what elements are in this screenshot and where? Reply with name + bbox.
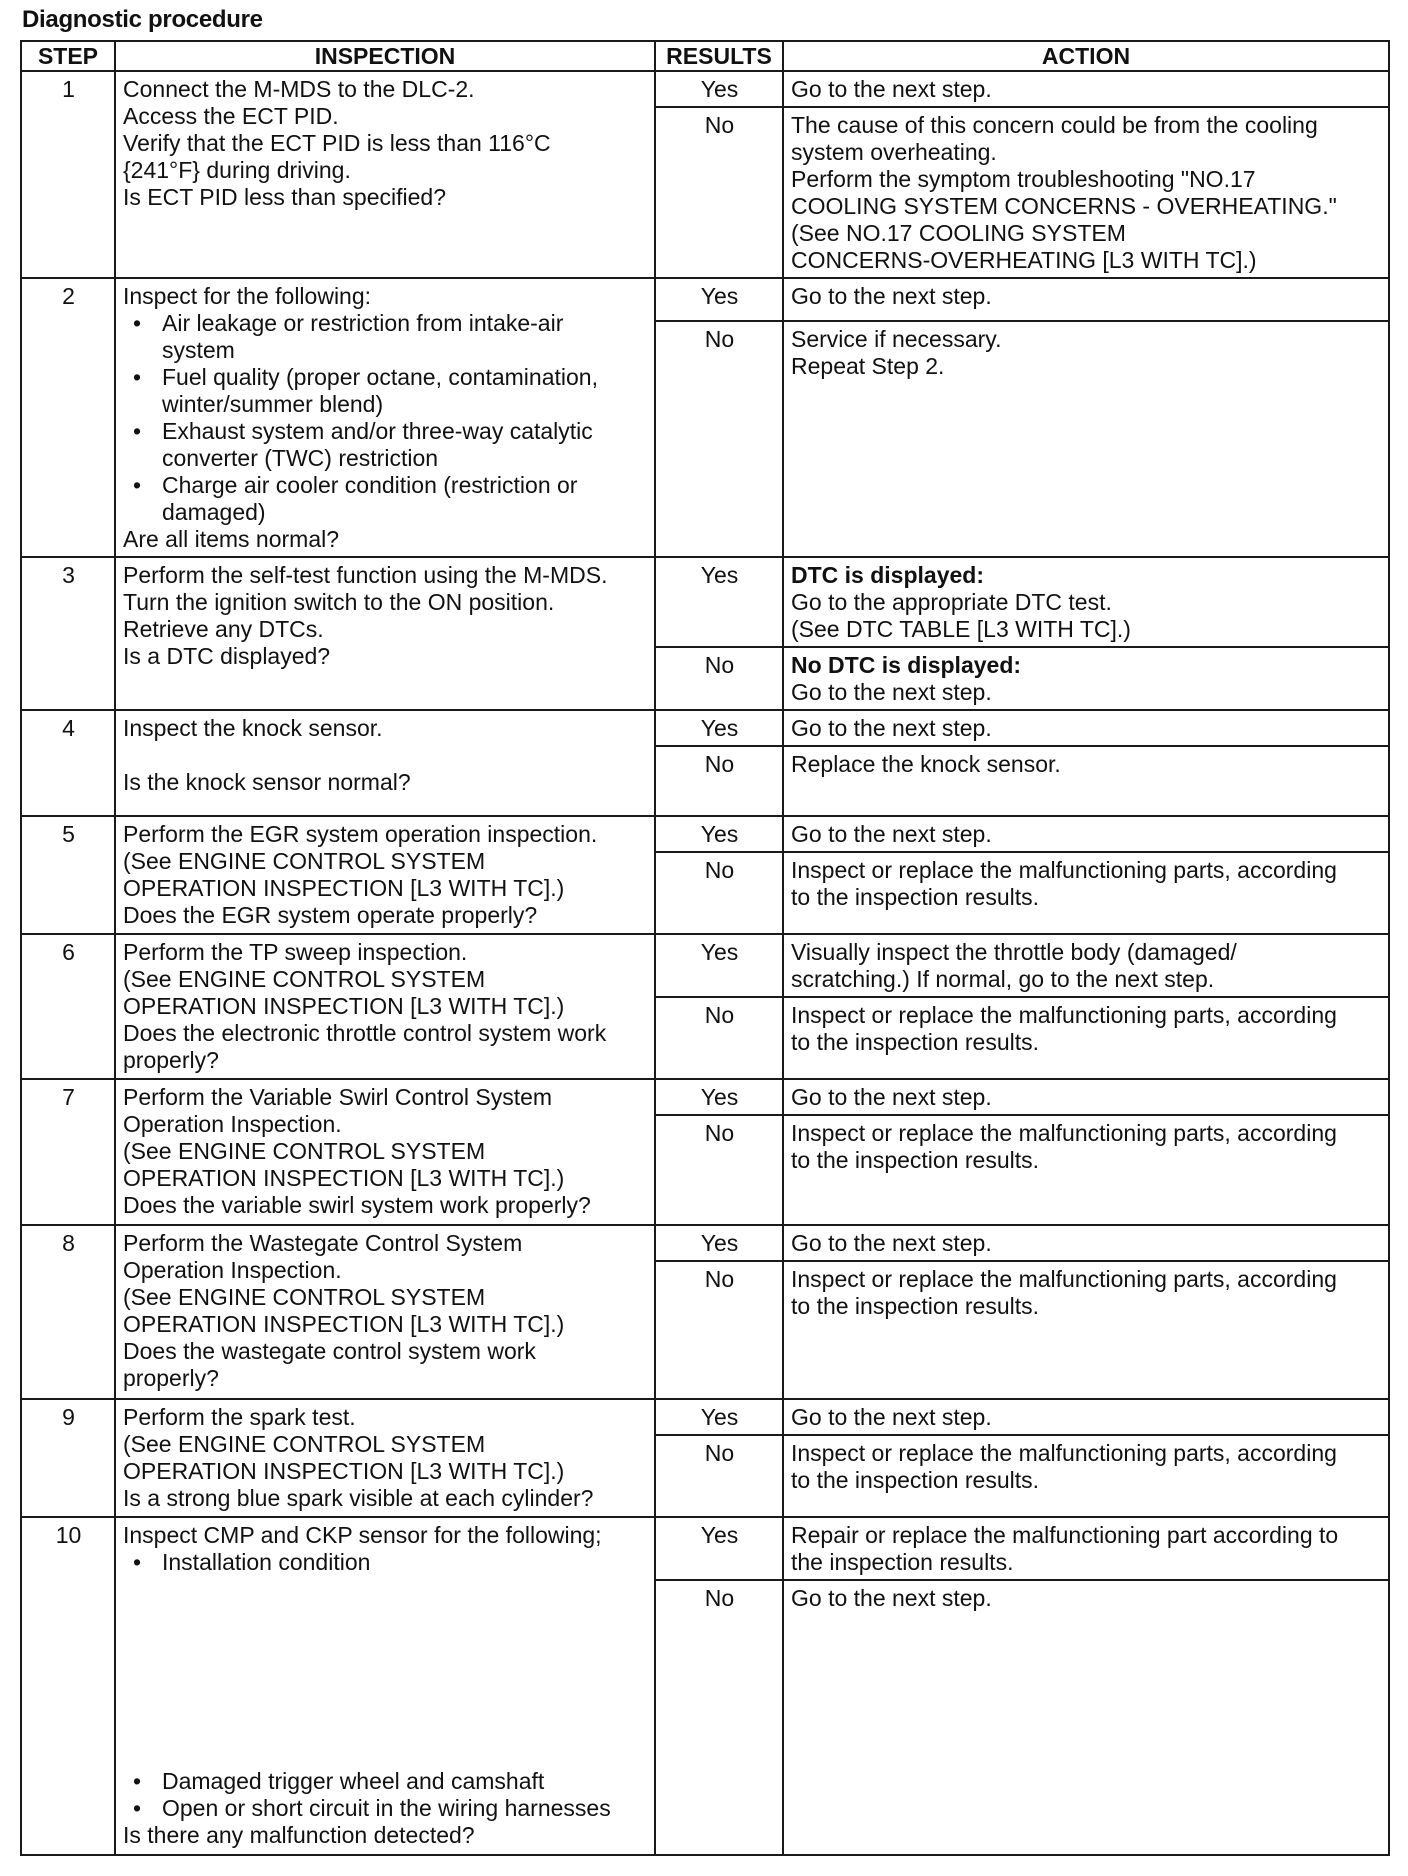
- action-line: Inspect or replace the malfunctioning parts, according: [791, 1002, 1337, 1028]
- step-number: 7: [21, 1079, 115, 1225]
- result-no: No: [655, 1580, 783, 1855]
- header-results: RESULTS: [655, 41, 783, 71]
- inspection-line: Access the ECT PID.: [123, 103, 339, 129]
- inspection-cell: [115, 816, 655, 934]
- bullet-line: winter/summer blend): [162, 391, 384, 417]
- table-row: [21, 1079, 1389, 1115]
- result-no: No: [655, 746, 783, 816]
- bullet-line: • Air leakage or restriction from intake-air: [162, 310, 564, 336]
- inspection-line: Perform the EGR system operation inspection.: [123, 821, 598, 847]
- action-line: Inspect or replace the malfunctioning parts, according: [791, 1120, 1337, 1146]
- inspection-line: OPERATION INSPECTION [L3 WITH TC].): [123, 1311, 565, 1337]
- inspection-line: Operation Inspection.: [123, 1257, 342, 1283]
- action-no: [783, 321, 1389, 557]
- action-yes: [783, 557, 1389, 647]
- inspection-line: (See ENGINE CONTROL SYSTEM: [123, 1138, 486, 1164]
- action-line: Go to the next step.: [791, 1084, 992, 1110]
- table-row: [21, 1517, 1389, 1580]
- bullet-line: • Charge air cooler condition (restriction or: [162, 472, 578, 498]
- step-number: 1: [21, 71, 115, 278]
- action-yes: [783, 278, 1389, 321]
- inspection-line: Is a strong blue spark visible at each cylinder?: [123, 1485, 594, 1511]
- bullet-line: damaged): [162, 499, 266, 525]
- list-item: [123, 1549, 648, 1576]
- action-no: [783, 1261, 1389, 1399]
- inspection-line: (See ENGINE CONTROL SYSTEM: [123, 1431, 486, 1457]
- result-yes: Yes: [655, 1517, 783, 1580]
- action-line: the inspection results.: [791, 1549, 1014, 1575]
- result-no: No: [655, 997, 783, 1079]
- action-line: Visually inspect the throttle body (damaged/: [791, 939, 1237, 965]
- action-line: Go to the next step.: [791, 1585, 992, 1611]
- inspection-cell: [115, 1399, 655, 1517]
- action-line: to the inspection results.: [791, 1147, 1040, 1173]
- action-line: Go to the next step.: [791, 679, 992, 705]
- inspection-line: Perform the Variable Swirl Control System: [123, 1084, 553, 1110]
- action-no: [783, 746, 1389, 816]
- table-row: [21, 71, 1389, 107]
- inspection-line: properly?: [123, 1365, 219, 1391]
- action-line: scratching.) If normal, go to the next step.: [791, 966, 1215, 992]
- result-yes: Yes: [655, 934, 783, 997]
- bullet-line: • Open or short circuit in the wiring harnesses: [162, 1795, 611, 1821]
- list-item: [123, 310, 648, 364]
- action-yes: [783, 1225, 1389, 1261]
- result-yes: Yes: [655, 557, 783, 647]
- result-no: No: [655, 1435, 783, 1517]
- inspection-line: properly?: [123, 1047, 219, 1073]
- step-number: 4: [21, 710, 115, 816]
- action-line: Perform the symptom troubleshooting "NO.17: [791, 166, 1256, 192]
- action-yes: [783, 1517, 1389, 1580]
- action-yes: [783, 710, 1389, 746]
- inspection-cell: [115, 1225, 655, 1399]
- step-number: 5: [21, 816, 115, 934]
- table-row: [21, 1225, 1389, 1261]
- action-yes: [783, 934, 1389, 997]
- inspection-bottom-block: [123, 1768, 648, 1849]
- action-line: to the inspection results.: [791, 884, 1040, 910]
- action-line: Go to the next step.: [791, 715, 992, 741]
- action-line: Go to the appropriate DTC test.: [791, 589, 1112, 615]
- action-yes: [783, 816, 1389, 852]
- action-title: DTC is displayed:: [791, 562, 984, 588]
- action-no: [783, 1115, 1389, 1225]
- inspection-cell: [115, 1517, 655, 1855]
- bullet-line: converter (TWC) restriction: [162, 445, 439, 471]
- result-yes: Yes: [655, 710, 783, 746]
- bullet-line: • Fuel quality (proper octane, contamination,: [162, 364, 598, 390]
- inspection-line: Does the wastegate control system work: [123, 1338, 536, 1364]
- action-line: Go to the next step.: [791, 821, 992, 847]
- inspection-line: Does the EGR system operate properly?: [123, 902, 538, 928]
- inspection-cell: [115, 557, 655, 710]
- list-item: [123, 418, 648, 472]
- inspection-line: Are all items normal?: [123, 526, 340, 552]
- action-line: Go to the next step.: [791, 1404, 992, 1430]
- action-line: CONCERNS-OVERHEATING [L3 WITH TC].): [791, 247, 1257, 273]
- action-title: No DTC is displayed:: [791, 652, 1022, 678]
- inspection-cell: [115, 71, 655, 278]
- spacer: [123, 742, 648, 769]
- table-row: [21, 557, 1389, 647]
- list-item: [123, 1768, 648, 1795]
- action-line: Go to the next step.: [791, 76, 992, 102]
- action-line: Repair or replace the malfunctioning part according to: [791, 1522, 1339, 1548]
- action-line: Go to the next step.: [791, 1230, 992, 1256]
- inspection-line: Inspect CMP and CKP sensor for the following;: [123, 1522, 602, 1548]
- inspection-line: Is ECT PID less than specified?: [123, 184, 446, 210]
- result-yes: Yes: [655, 71, 783, 107]
- inspection-line: Inspect the knock sensor.: [123, 715, 383, 741]
- list-item: [123, 472, 648, 526]
- table-row: [21, 816, 1389, 852]
- action-line: Inspect or replace the malfunctioning parts, according: [791, 1440, 1337, 1466]
- table-row: [21, 710, 1389, 746]
- list-item: [123, 1795, 648, 1822]
- action-line: (See NO.17 COOLING SYSTEM: [791, 220, 1126, 246]
- bullet-line: • Installation condition: [162, 1549, 371, 1575]
- bullet-line: • Exhaust system and/or three-way catalytic: [162, 418, 593, 444]
- inspection-line: Is there any malfunction detected?: [123, 1822, 475, 1848]
- inspection-line: Operation Inspection.: [123, 1111, 342, 1137]
- inspection-line: OPERATION INSPECTION [L3 WITH TC].): [123, 875, 565, 901]
- result-yes: Yes: [655, 1225, 783, 1261]
- action-no: [783, 852, 1389, 934]
- action-line: to the inspection results.: [791, 1467, 1040, 1493]
- action-line: Inspect or replace the malfunctioning parts, according: [791, 1266, 1337, 1292]
- result-no: No: [655, 107, 783, 278]
- inspection-line: OPERATION INSPECTION [L3 WITH TC].): [123, 1458, 565, 1484]
- result-no: No: [655, 1115, 783, 1225]
- action-line: to the inspection results.: [791, 1029, 1040, 1055]
- result-no: No: [655, 852, 783, 934]
- action-no: [783, 1435, 1389, 1517]
- inspection-line: Is a DTC displayed?: [123, 643, 331, 669]
- result-no: No: [655, 647, 783, 710]
- inspection-line: {241°F} during driving.: [123, 157, 351, 183]
- inspection-line: Does the variable swirl system work properly?: [123, 1192, 591, 1218]
- inspection-line: (See ENGINE CONTROL SYSTEM: [123, 1284, 486, 1310]
- page-title: Diagnostic procedure: [22, 6, 263, 33]
- inspection-line: Perform the self-test function using the M-MDS.: [123, 562, 608, 588]
- step-number: 9: [21, 1399, 115, 1517]
- inspection-line: Turn the ignition switch to the ON position.: [123, 589, 555, 615]
- inspection-line: OPERATION INSPECTION [L3 WITH TC].): [123, 993, 565, 1019]
- inspection-cell: [115, 934, 655, 1079]
- inspection-line: Retrieve any DTCs.: [123, 616, 324, 642]
- header-inspection: INSPECTION: [115, 41, 655, 71]
- inspection-line: Is the knock sensor normal?: [123, 769, 411, 795]
- table-row: [21, 1399, 1389, 1435]
- header-step: STEP: [21, 41, 115, 71]
- inspection-line: OPERATION INSPECTION [L3 WITH TC].): [123, 1165, 565, 1191]
- result-no: No: [655, 1261, 783, 1399]
- action-no: [783, 107, 1389, 278]
- inspection-line: Connect the M-MDS to the DLC-2.: [123, 76, 475, 102]
- diagnostic-procedure-table: [20, 40, 1390, 1856]
- action-yes: [783, 1079, 1389, 1115]
- action-no: [783, 647, 1389, 710]
- action-yes: [783, 1399, 1389, 1435]
- step-number: 2: [21, 278, 115, 557]
- action-line: Go to the next step.: [791, 283, 992, 309]
- inspection-cell: [115, 710, 655, 816]
- action-line: Replace the knock sensor.: [791, 751, 1061, 777]
- action-line: (See DTC TABLE [L3 WITH TC].): [791, 616, 1131, 642]
- inspection-line: Perform the Wastegate Control System: [123, 1230, 523, 1256]
- action-line: Service if necessary.: [791, 325, 1002, 352]
- action-no: [783, 997, 1389, 1079]
- action-line: Inspect or replace the malfunctioning parts, according: [791, 857, 1337, 883]
- result-yes: Yes: [655, 278, 783, 321]
- step-number: 3: [21, 557, 115, 710]
- inspection-line: Verify that the ECT PID is less than 116°C: [123, 130, 551, 156]
- inspection-line: (See ENGINE CONTROL SYSTEM: [123, 966, 486, 992]
- action-yes: [783, 71, 1389, 107]
- step-number: 10: [21, 1517, 115, 1855]
- inspection-line: Perform the TP sweep inspection.: [123, 939, 468, 965]
- table-row: [21, 934, 1389, 997]
- inspection-line: Inspect for the following:: [123, 283, 372, 309]
- action-line: Repeat Step 2.: [791, 352, 945, 379]
- result-yes: Yes: [655, 816, 783, 852]
- result-yes: Yes: [655, 1079, 783, 1115]
- action-line: COOLING SYSTEM CONCERNS - OVERHEATING.": [791, 193, 1337, 219]
- action-line: The cause of this concern could be from the cooling: [791, 112, 1318, 138]
- action-line: system overheating.: [791, 139, 997, 165]
- inspection-line: Does the electronic throttle control system work: [123, 1020, 607, 1046]
- bullet-line: system: [162, 337, 235, 363]
- inspection-cell: [115, 1079, 655, 1225]
- inspection-line: (See ENGINE CONTROL SYSTEM: [123, 848, 486, 874]
- result-no: No: [655, 321, 783, 557]
- action-no: [783, 1580, 1389, 1855]
- step-number: 6: [21, 934, 115, 1079]
- result-yes: Yes: [655, 1399, 783, 1435]
- inspection-line: Perform the spark test.: [123, 1404, 356, 1430]
- inspection-bullet-list: [123, 1768, 648, 1822]
- table-row: [21, 278, 1389, 321]
- list-item: [123, 364, 648, 418]
- bullet-line: • Damaged trigger wheel and camshaft: [162, 1768, 545, 1794]
- inspection-bullet-list: [123, 310, 648, 526]
- action-line: to the inspection results.: [791, 1293, 1040, 1319]
- step-number: 8: [21, 1225, 115, 1399]
- table-header-row: [21, 41, 1389, 71]
- inspection-cell: [115, 278, 655, 557]
- inspection-bullet-list: [123, 1549, 648, 1576]
- header-action: ACTION: [783, 41, 1389, 71]
